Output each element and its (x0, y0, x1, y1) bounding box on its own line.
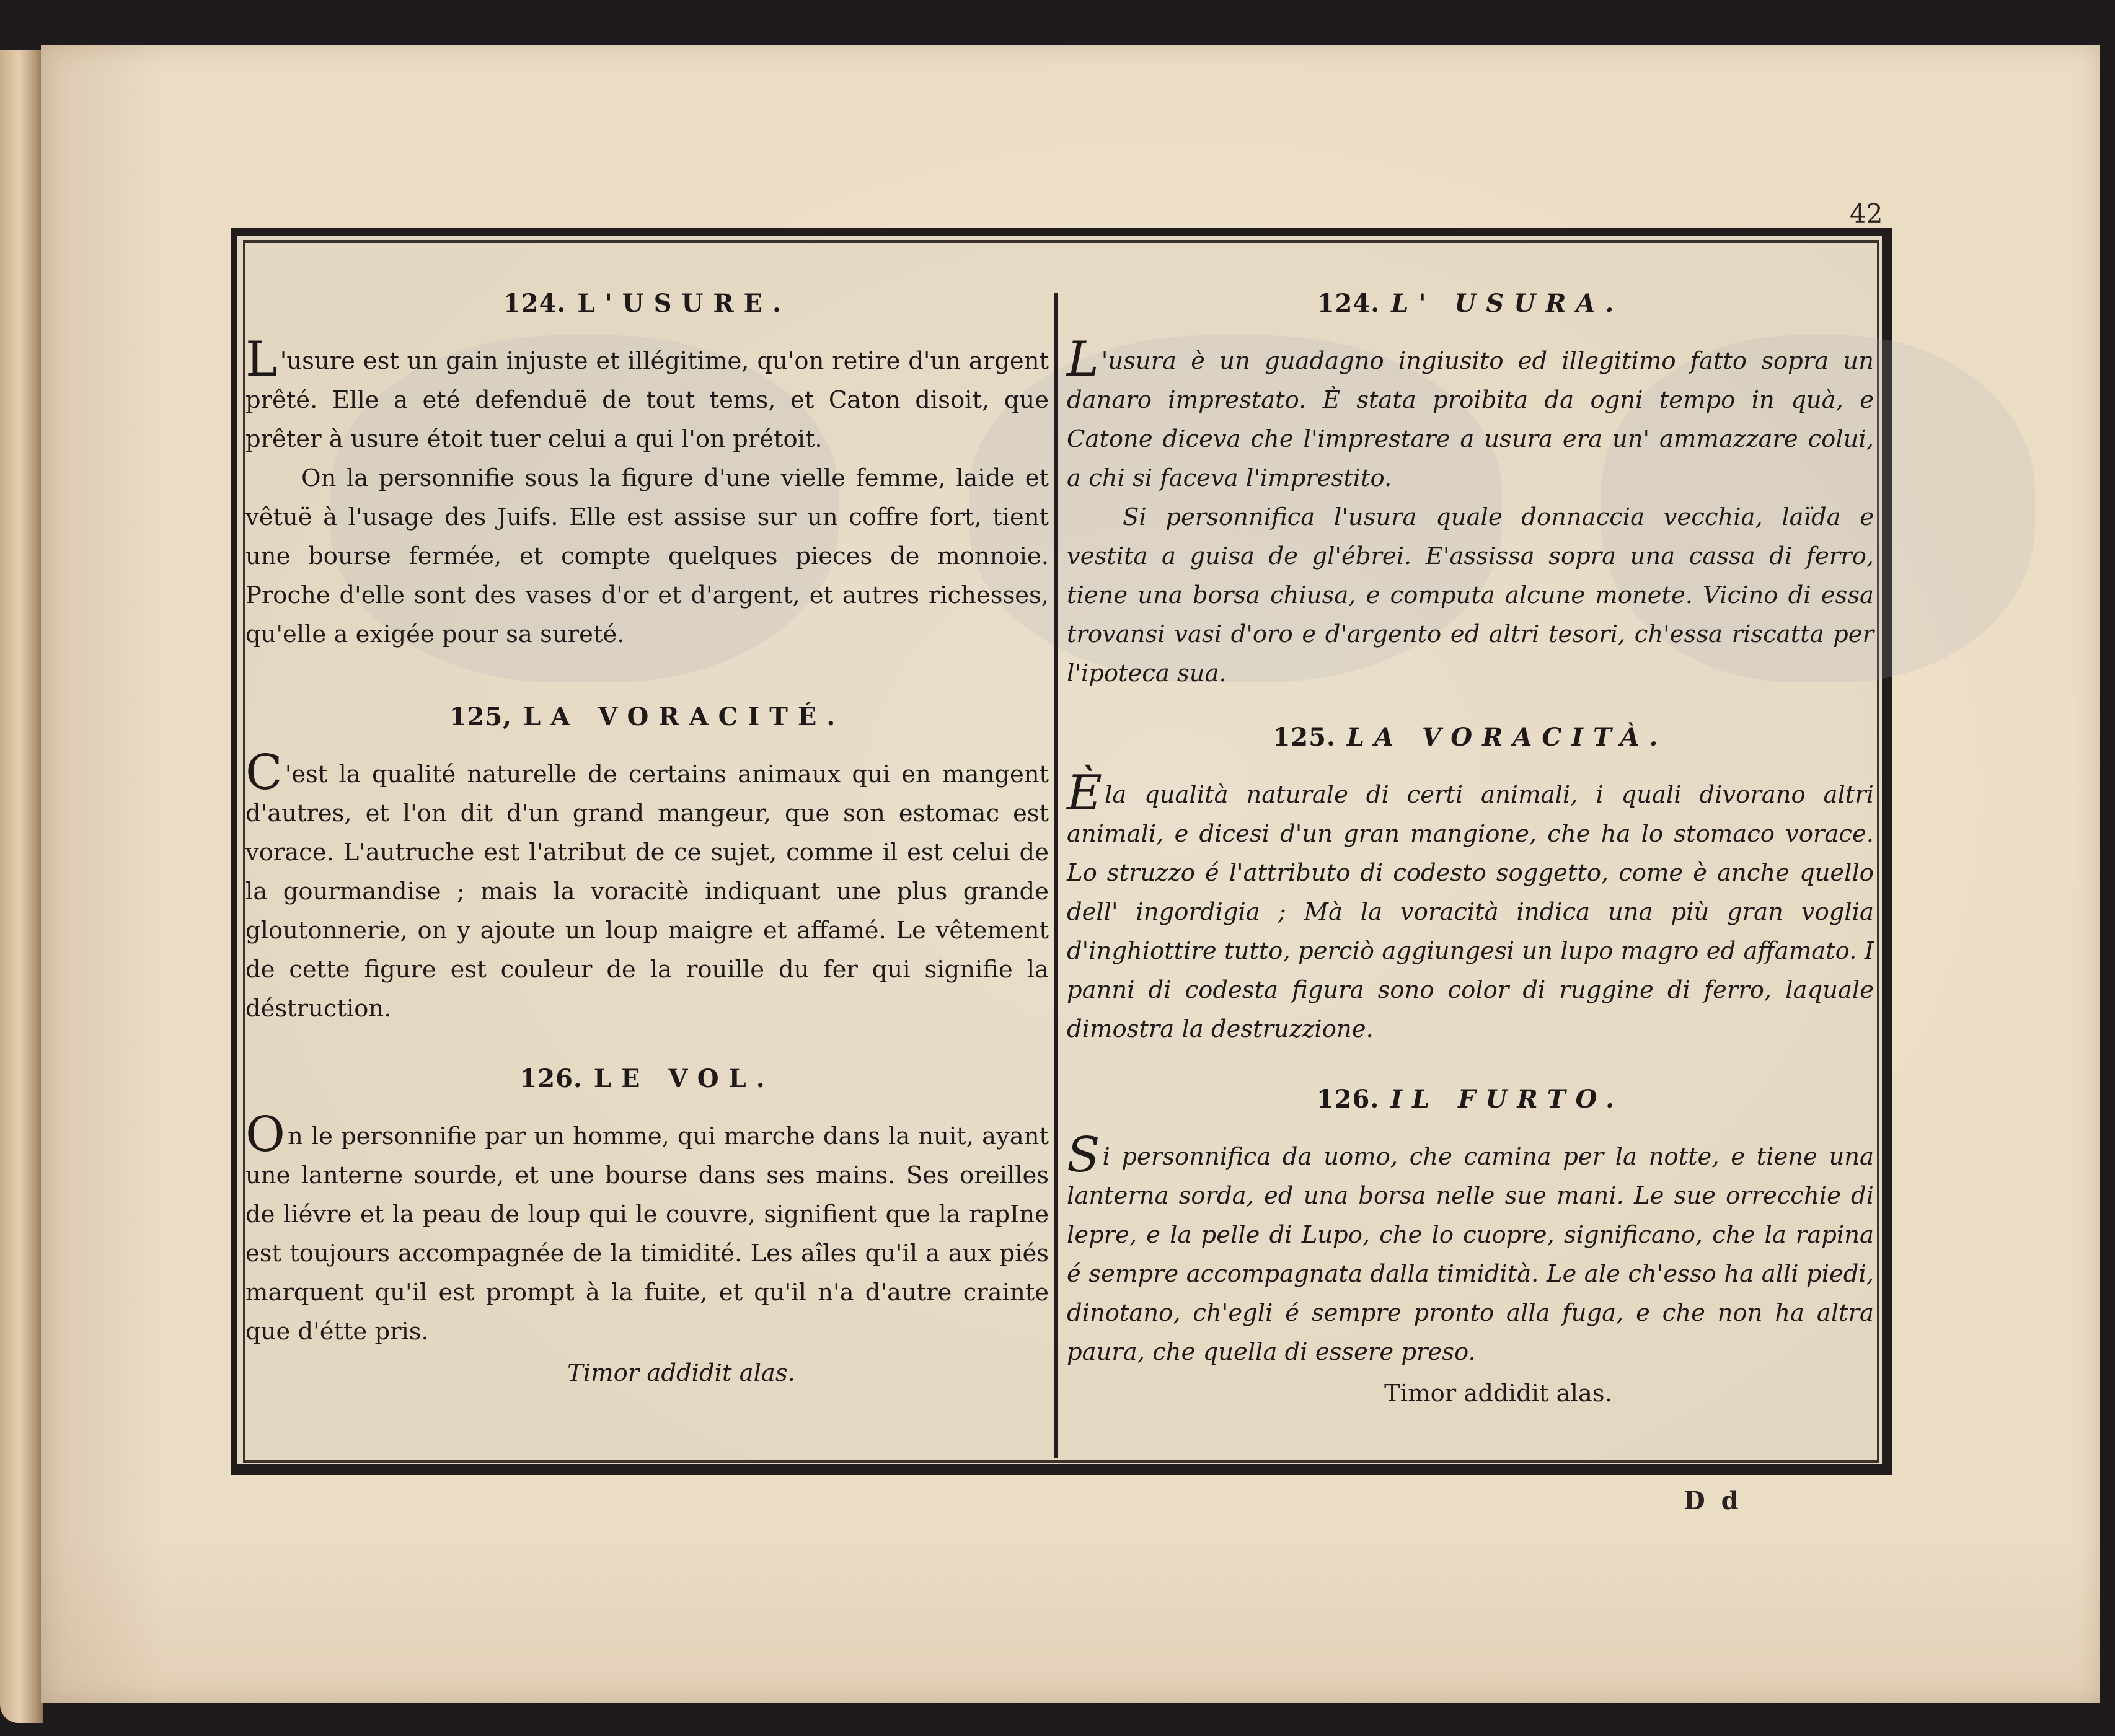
drop-cap: L (1067, 332, 1099, 387)
section-paragraph: On la personnifie sous la figure d'une vielle femme, laide et vêtuë à l'usage des Juifs. Elle est assise sur un coffre fort, tient une bourse fermée, et compte quelques pieces de monnoie. Proche d'elle sont des vases d'or et d'argent, et autres richesses, qu'elle a exigée pour sa sureté. (245, 464, 1049, 648)
italian-column (1067, 262, 1874, 1413)
drop-cap: È (1067, 765, 1102, 821)
section-number: 125, (449, 702, 513, 731)
section-title: LE VOL. (593, 1064, 775, 1093)
section-paragraph: Èla qualità naturale di certi animali, i quali divorano altri animali, e dicesi d'un gran mangione, che ha lo stomaco vorace. Lo struzzo é l'attributo di codesto soggetto, come è anche quello dell' ingordigia ; Mà la voracità indica una più gran voglia d'inghiottire tutto, perciò aggiungesi un lupo magro ed affamato. I panni di codesta figura sono color di ruggine di ferro, laquale dimostra la destruzzione. (1067, 765, 1874, 1043)
section-paragraph: C 'est la qualité naturelle de certains animaux qui en mangent d'autres, et l'on dit d'un grand mangeur, que son estomac est vorace. L'autruche est l'atribut de ce sujet, comme il est celui de la gourmandise ; mais la voracitè indiquant une plus grande gloutonnerie, on y ajoute un loup maigre et affamé. Le vêtement de cette figure est couleur de la rouille du fer qui signifie la déstruction. (245, 745, 1049, 1023)
section-number: 124. (1317, 289, 1380, 318)
section-title: L' USURA. (1391, 289, 1624, 318)
section-heading (1067, 284, 1874, 323)
section-title: LA VORACITÉ. (523, 702, 846, 731)
page-number: 42 (1850, 198, 1883, 229)
section-number: 124. (503, 289, 567, 318)
section-heading (1067, 1080, 1874, 1119)
drop-cap: C (245, 745, 283, 801)
column-divider (1054, 293, 1058, 1458)
section-heading (1067, 718, 1874, 757)
section-title: LA VORACITÀ. (1346, 723, 1668, 752)
motto: Timor addidit alas. (567, 1359, 795, 1387)
drop-cap: O (245, 1107, 285, 1163)
section-paragraph: Si personnifica l'usura quale donnaccia vecchia, laïda e vestita a guisa de gl'ébrei. E'assissa sopra una cassa di ferro, tiene una borsa chiusa, e computa alcune monete. Vicino di essa trovansi vasi d'oro e d'argento ed altri tesori, ch'essa riscatta per l'ipoteca sua. (1067, 503, 1874, 687)
motto: Timor addidit alas. (1384, 1380, 1612, 1408)
section-paragraph: On le personnifie par un homme, qui marche dans la nuit, ayant une lanterne sourde, et une bourse dans ses mains. Ses oreilles de liévre et la peau de loup qui le couvre, signifient que la rapIne est toujours accompagnée de la timidité. Les aîles qu'il a aux piés marquent qu'il est prompt à la fuite, et qu'il n'a d'autre crainte que d'étte pris. (245, 1107, 1049, 1346)
section-number: 125. (1273, 723, 1336, 752)
section-heading (245, 284, 1049, 323)
section-paragraph: L 'usure est un gain injuste et illégitime, qu'on retire d'un argent prêté. Elle a eté defenduë de tout tems, et Caton disoit, que prêter à usure étoit tuer celui a qui l'on prétoit. (245, 332, 1049, 453)
section-paragraph: L 'usura è un guadagno ingiusito ed illegitimo fatto sopra un danaro imprestato. È stata proibita da ogni tempo in quà, e Catone diceva che l'imprestare a usura era un' ammazzare colui, a chi si faceva l'imprestito. (1067, 332, 1874, 492)
drop-cap: S (1067, 1127, 1100, 1183)
previous-page-edge (0, 50, 43, 1723)
section-title: L'USURE. (577, 289, 792, 318)
book-page (41, 45, 2100, 1703)
section-number: 126. (1316, 1085, 1380, 1114)
scanner-bed-bottom (0, 1698, 2115, 1736)
french-column (245, 262, 1049, 1393)
section-paragraph: Si personnifica da uomo, che camina per la notte, e tiene una lanterna sorda, ed una borsa nelle sue mani. Le sue orrecchie di lepre, e la pelle di Lupo, che lo cuopre, significano, che la rapina é sempre accompagnata dalla timidità. Le ale ch'esso ha alli piedi, dinotano, ch'egli é sempre pronto alla fuga, e che non ha altra paura, che quella di essere preso. (1067, 1127, 1874, 1366)
section-heading (245, 1059, 1049, 1098)
drop-cap: L (245, 332, 278, 387)
section-heading (245, 697, 1049, 736)
scanner-bed-top (0, 0, 2115, 51)
scanner-bed-right (2103, 0, 2115, 1736)
section-title: IL FURTO. (1390, 1085, 1625, 1114)
signature-mark: D d (1684, 1486, 1742, 1515)
section-number: 126. (519, 1064, 583, 1093)
